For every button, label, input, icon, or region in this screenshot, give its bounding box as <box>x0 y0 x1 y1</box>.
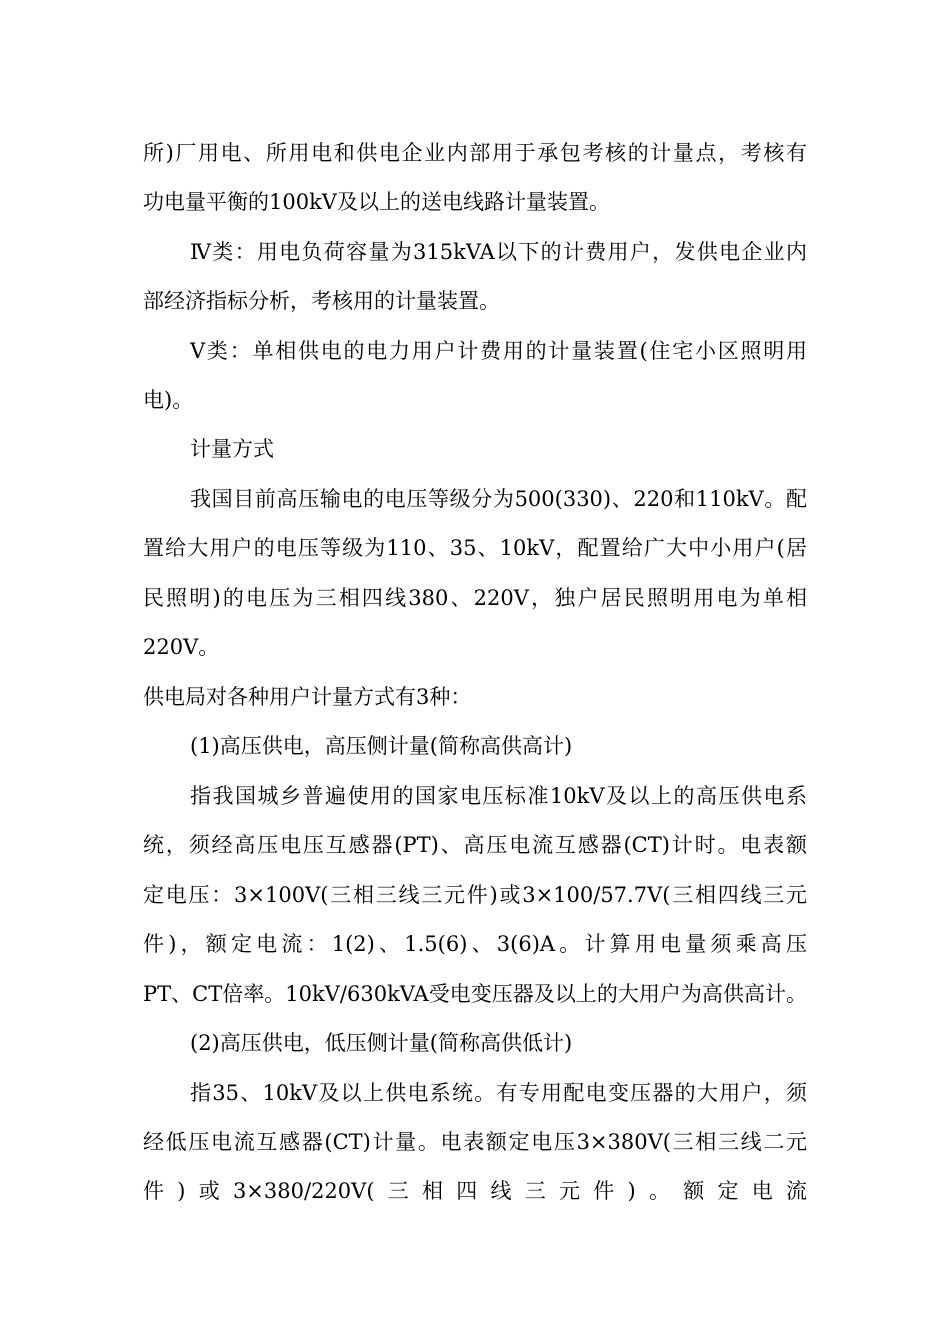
text-line: Ⅴ类：单相供电的电力用户计费用的计量装置(住宅小区照明用 <box>190 339 807 363</box>
text-line: 件)，额定电流：1(2)、1.5(6)、3(6)A。计算用电量须乘高压 <box>143 932 807 956</box>
text-line: 民照明)的电压为三相四线380、220V，独户居民照明用电为单相 <box>143 586 807 610</box>
subheading: (1)高压供电，高压侧计量(简称高供高计) <box>190 734 573 758</box>
text-line: 指35、10kV及以上供电系统。有专用配电变压器的大用户，须 <box>190 1081 807 1105</box>
text-line: 指我国城乡普遍使用的国家电压标准10kV及以上的高压供电系 <box>190 784 807 808</box>
text-line: 置给大用户的电压等级为110、35、10kV，配置给广大中小用户(居 <box>143 536 807 560</box>
text-line: 统，须经高压电压互感器(PT)、高压电流互感器(CT)计时。电表额 <box>143 833 807 857</box>
text-line: 件)或3×380/220V(三相四线三元件)。额定电流 <box>143 1179 807 1203</box>
text-line: 功电量平衡的100kV及以上的送电线路计量装置。 <box>143 190 610 214</box>
text-line: 电)。 <box>143 388 194 412</box>
text-line: 部经济指标分析，考核用的计量装置。 <box>143 289 500 313</box>
text-line: Ⅳ类：用电负荷容量为315kVA以下的计费用户，发供电企业内 <box>190 240 807 264</box>
text-line: PT、CT倍率。10kV/630kVA受电变压器及以上的大用户为高供高计。 <box>143 982 807 1006</box>
text-line: 定电压：3×100V(三相三线三元件)或3×100/57.7V(三相四线三元 <box>143 883 807 907</box>
text-line: 220V。 <box>143 635 220 659</box>
section-heading: 计量方式 <box>190 437 274 461</box>
text-line: 我国目前高压输电的电压等级分为500(330)、220和110kV。配 <box>190 487 807 511</box>
text-line: 所)厂用电、所用电和供电企业内部用于承包考核的计量点，考核有 <box>143 141 807 165</box>
subheading: (2)高压供电，低压侧计量(简称高供低计) <box>190 1031 573 1055</box>
text-line: 供电局对各种用户计量方式有3种： <box>143 685 472 709</box>
text-line: 经低压电流互感器(CT)计量。电表额定电压3×380V(三相三线二元 <box>143 1130 807 1154</box>
